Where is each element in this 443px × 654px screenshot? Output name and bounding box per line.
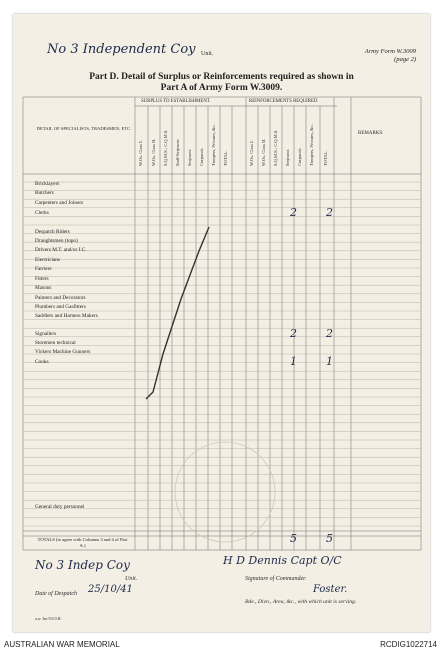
surplus-column-label: W.Os. Class I. [138,140,143,166]
printer-mark: a.w. 3m 9/4 0.H. [35,616,62,621]
row-corporals-value: 1 [290,355,297,368]
row-label: Painters and Decorators [35,295,86,301]
footer-unit-label: Unit. [125,576,138,582]
surplus-column-label: Serjeants [187,149,192,166]
form-sheet [13,14,430,632]
row-label: Storemen technical [35,340,76,346]
location-handwritten: Foster. [313,584,348,595]
reinforcements-header: REINFORCEMENTS REQUIRED. [249,99,319,104]
row-label: Masons [35,285,52,291]
row-label: Bricklayers [35,181,60,187]
row-label: Farriers [35,266,52,272]
reinforcement-column-label: W.Os. Class I. [249,140,254,166]
totals-corporals: 5 [290,532,297,545]
row-label: Fitters [35,276,49,282]
location-label: Bde., Divn., Area, &c., with which unit is serving. [245,599,357,605]
row-label: Electricians [35,257,60,263]
row-total-value: 2 [326,327,333,340]
row-label: Butchers [35,190,54,196]
reinforcement-column-label: Corporals [297,148,302,166]
row-label: Despatch Riders [35,229,70,235]
date-value: 25/10/41 [88,584,133,595]
caption-left: AUSTRALIAN WAR MEMORIAL [4,640,120,649]
surplus-column-label: Corporals [199,148,204,166]
row-total-value: 2 [326,206,333,219]
reinforcement-column-label: W.Os. Class II. [261,138,266,166]
surplus-column-label: W.Os. Class II. [151,138,156,166]
row-label: Drivers M.T. and/or I.C. [35,247,87,253]
page-number: (page 2) [394,56,416,63]
totals-total: 5 [326,532,333,545]
row-label: Plumbers and Gasfitters [35,304,86,310]
surplus-column-label: Troopers, Privates, &c. [211,124,216,166]
reinforcement-column-label: TOTAL. [323,150,328,166]
caption-right: RCDIG1022714 [380,640,437,649]
row-label: General duty personnel [35,504,85,510]
reinforcement-column-label: Serjeants [285,149,290,166]
row-label: Carpenters and Joiners [35,200,84,206]
row-label: Vickers Machine Gunners [35,349,91,355]
detail-header: DETAIL OF SPECIALISTS, TRADESMEN, ETC. [36,126,132,131]
footer-unit-handwritten: No 3 Indep Coy [35,558,130,572]
reinforcement-column-label: Troopers, Privates, &c. [309,124,314,166]
row-label: Draughtsmen (topo) [35,238,78,244]
row-label: Saddlers and Harness Makers [35,313,98,319]
title-line-2: Part A of Army Form W.3009. [160,83,283,93]
surplus-header: SURPLUS TO ESTABLISHMENT. [141,99,211,104]
date-label: Date of Despatch [35,591,77,597]
row-label: Clerks [35,210,49,216]
pencil-stroke [146,227,209,399]
row-label: Signallers [35,331,57,337]
totals-label: TOTALS (to agree with Columns 3 and 4 of Part A.) [37,537,128,548]
unit-handwritten: No 3 Independent Coy [47,42,196,57]
signature-label: Signature of Commander. [245,576,307,582]
remarks-header: REMARKS. [358,131,384,136]
commander-signature: H D Dennis Capt O/C [223,554,342,567]
title-line-1: Part D. Detail of Surplus or Reinforcements required as shown in [89,72,354,82]
reinforcement-column-label: S.Q.M.S.; C.Q.M.S. [273,129,278,166]
row-label: Cooks [35,359,49,365]
row-total-value: 1 [326,355,333,368]
unit-label: Unit. [201,51,214,57]
row-corporals-value: 2 [290,327,297,340]
surplus-column-label: S.Q.M.S.; C.Q.M.S. [163,129,168,166]
form-number-text: Army Form W.3009 [364,48,416,55]
surplus-column-label: Staff-Serjeants [175,139,180,166]
row-corporals-value: 2 [290,206,297,219]
surplus-column-label: TOTAL. [223,150,228,166]
